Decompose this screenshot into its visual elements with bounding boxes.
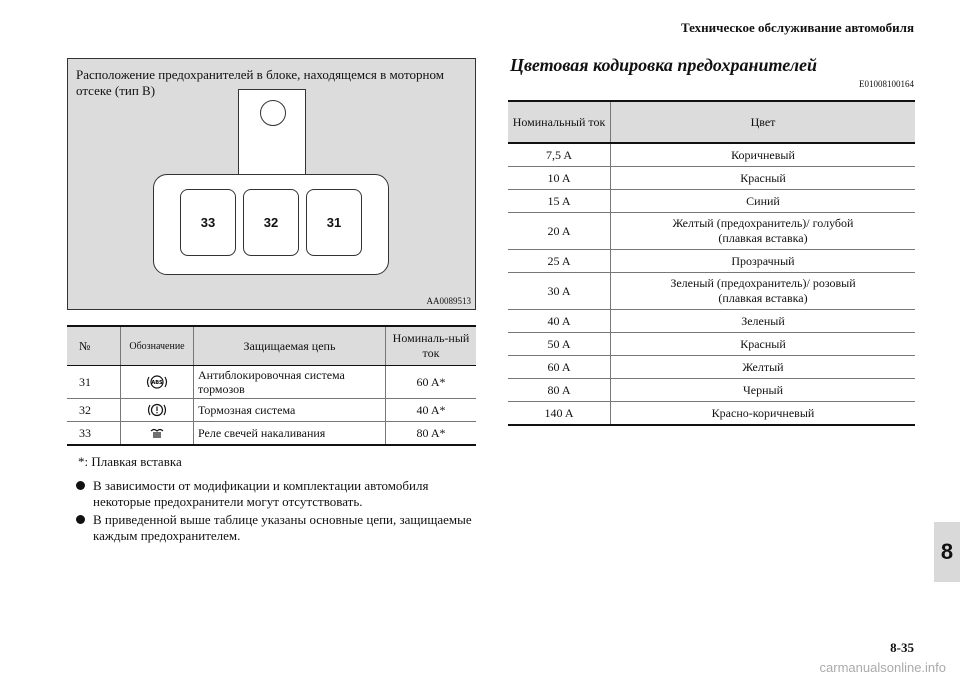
page-header: Техническое обслуживание автомобиля xyxy=(680,20,914,35)
glow-plug-icon xyxy=(121,422,194,446)
col-symbol: Обозначение xyxy=(121,326,194,366)
cell-color: Желтый (предохранитель)/ голубой (плавкая вставка) xyxy=(611,213,916,250)
watermark: carmanualsonline.info xyxy=(819,660,946,675)
col-number: № xyxy=(67,326,121,366)
svg-text:ABS: ABS xyxy=(151,380,163,387)
table-row xyxy=(508,250,915,273)
table-row xyxy=(508,213,915,250)
list-item xyxy=(72,512,472,544)
col-color: Цвет xyxy=(611,101,916,143)
cell-current: 140 A xyxy=(508,402,611,426)
list-item xyxy=(72,478,472,510)
cell-color: Красный xyxy=(611,333,916,356)
cell-color: Прозрачный xyxy=(611,250,916,273)
fuse-block xyxy=(153,174,389,275)
cell-color: Зеленый (предохранитель)/ розовый (плавкая вставка) xyxy=(611,273,916,310)
cell-color: Красный xyxy=(611,167,916,190)
table-row xyxy=(508,379,915,402)
cell-current: 7,5 A xyxy=(508,143,611,167)
mounting-hole xyxy=(260,100,286,126)
bullet-icon xyxy=(76,481,85,490)
cell-current: 15 A xyxy=(508,190,611,213)
row-number: 33 xyxy=(67,422,121,446)
row-number: 31 xyxy=(67,366,121,399)
section-title: Цветовая кодировка предохранителей xyxy=(510,55,818,75)
table-row xyxy=(508,273,915,310)
cell-color: Зеленый xyxy=(611,310,916,333)
fuse-table xyxy=(67,325,476,446)
fuse-box-tab xyxy=(238,89,306,177)
fuse-33: 33 xyxy=(180,189,236,256)
table-row xyxy=(508,143,915,167)
cell-current: 80 A xyxy=(508,379,611,402)
note-text: В приведенной выше таблице указаны основные цепи, защищаемые каждым предохранителем. xyxy=(93,512,472,543)
row-rating: 60 A* xyxy=(386,366,477,399)
fuse-color-table xyxy=(508,100,915,426)
bullet-icon xyxy=(76,515,85,524)
table-row xyxy=(508,167,915,190)
col-rating: Номиналь-ный ток xyxy=(386,326,477,366)
cell-current: 20 A xyxy=(508,213,611,250)
row-circuit: Тормозная система xyxy=(194,399,386,422)
footnote: *: Плавкая вставка xyxy=(78,454,182,469)
cell-color: Синий xyxy=(611,190,916,213)
fuse-table-header xyxy=(67,326,476,366)
row-rating: 40 A* xyxy=(386,399,477,422)
fuse-31: 31 xyxy=(306,189,362,256)
row-circuit: Антиблокировочная система тормозов xyxy=(194,366,386,399)
col-rated-current: Номинальный ток xyxy=(508,101,611,143)
cell-current: 60 A xyxy=(508,356,611,379)
page-number: 8-35 xyxy=(890,640,914,655)
cell-current: 10 A xyxy=(508,167,611,190)
cell-current: 25 A xyxy=(508,250,611,273)
table-row xyxy=(508,333,915,356)
abs-icon xyxy=(121,366,194,399)
table-row xyxy=(67,422,476,446)
brake-warning-icon xyxy=(121,399,194,422)
table-row xyxy=(508,310,915,333)
cell-current: 50 A xyxy=(508,333,611,356)
table-row xyxy=(508,356,915,379)
table-row xyxy=(508,190,915,213)
section-code: E01008100164 xyxy=(859,79,914,89)
cell-current: 30 A xyxy=(508,273,611,310)
table-row xyxy=(67,399,476,422)
fuse-location-diagram xyxy=(67,58,476,310)
table-row xyxy=(508,402,915,426)
diagram-caption: Расположение предохранителей в блоке, находящемся в моторном отсеке (тип B) xyxy=(76,67,444,98)
cell-color: Коричневый xyxy=(611,143,916,167)
diagram-code: AA0089513 xyxy=(426,296,471,306)
note-text: В зависимости от модификации и комплектации автомобиля некоторые предохранители могут отсутствовать. xyxy=(93,478,429,509)
row-circuit: Реле свечей накаливания xyxy=(194,422,386,446)
color-table-header xyxy=(508,101,915,143)
col-circuit: Защищаемая цепь xyxy=(194,326,386,366)
cell-color: Желтый xyxy=(611,356,916,379)
cell-color: Красно-коричневый xyxy=(611,402,916,426)
table-row xyxy=(67,366,476,399)
cell-current: 40 A xyxy=(508,310,611,333)
row-rating: 80 A* xyxy=(386,422,477,446)
fuse-32: 32 xyxy=(243,189,299,256)
chapter-tab: 8 xyxy=(934,522,960,582)
cell-color: Черный xyxy=(611,379,916,402)
notes-list xyxy=(72,478,472,546)
row-number: 32 xyxy=(67,399,121,422)
